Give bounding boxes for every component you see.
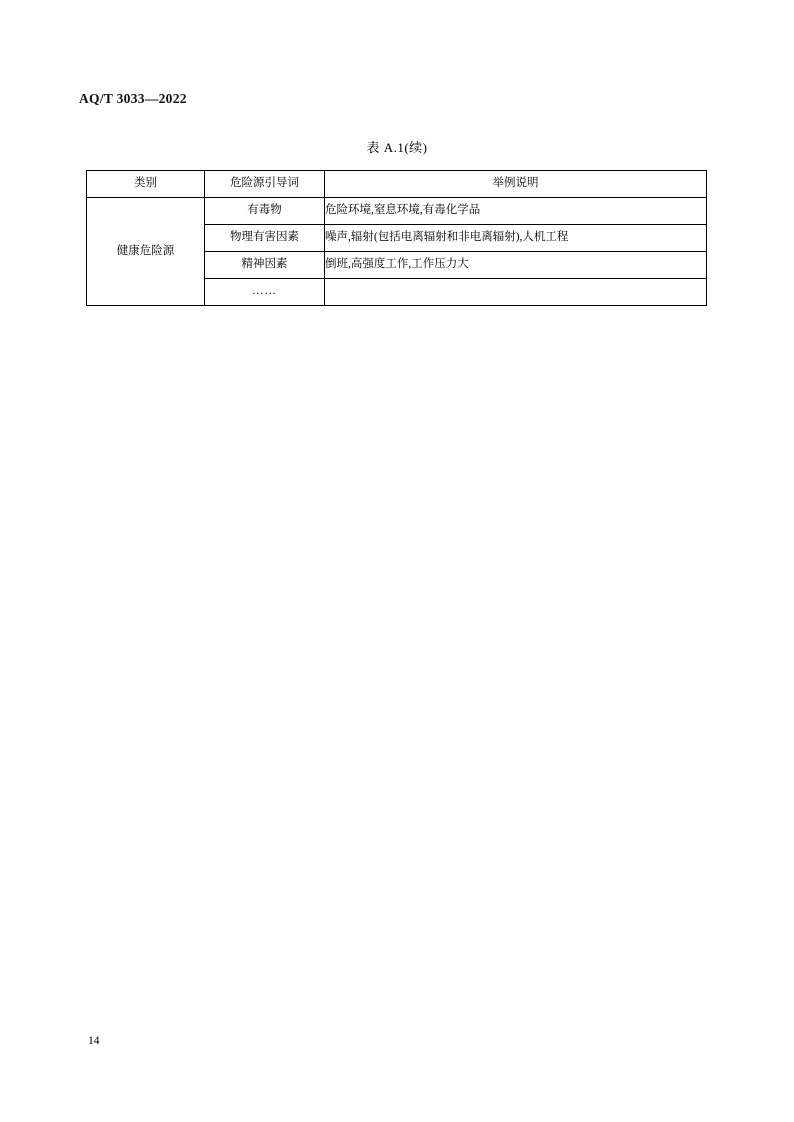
column-header-example: 举例说明 (325, 171, 707, 198)
standard-code-header: AQ/T 3033—2022 (79, 91, 187, 106)
hazard-source-table (86, 170, 707, 306)
table-row (87, 198, 707, 225)
guide-word-cell: 精神因素 (205, 252, 325, 279)
table-caption (0, 137, 794, 156)
table-caption-text: 表 A.1(续) (366, 140, 428, 155)
table-head (87, 171, 707, 198)
column-header-guide-word: 危险源引导词 (205, 171, 325, 198)
example-cell: 噪声,辐射(包括电离辐射和非电离辐射),人机工程 (325, 225, 707, 252)
guide-word-cell-ellipsis: …… (205, 279, 325, 306)
guide-word-cell: 有毒物 (205, 198, 325, 225)
category-cell-health-hazard: 健康危险源 (87, 198, 205, 306)
column-header-category: 类别 (87, 171, 205, 198)
example-cell: 危险环境,窒息环境,有毒化学品 (325, 198, 707, 225)
table-header-row (87, 171, 707, 198)
guide-word-cell: 物理有害因素 (205, 225, 325, 252)
page-number: 14 (88, 1035, 100, 1047)
example-cell (325, 279, 707, 306)
example-cell: 倒班,高强度工作,工作压力大 (325, 252, 707, 279)
table-body (87, 198, 707, 306)
